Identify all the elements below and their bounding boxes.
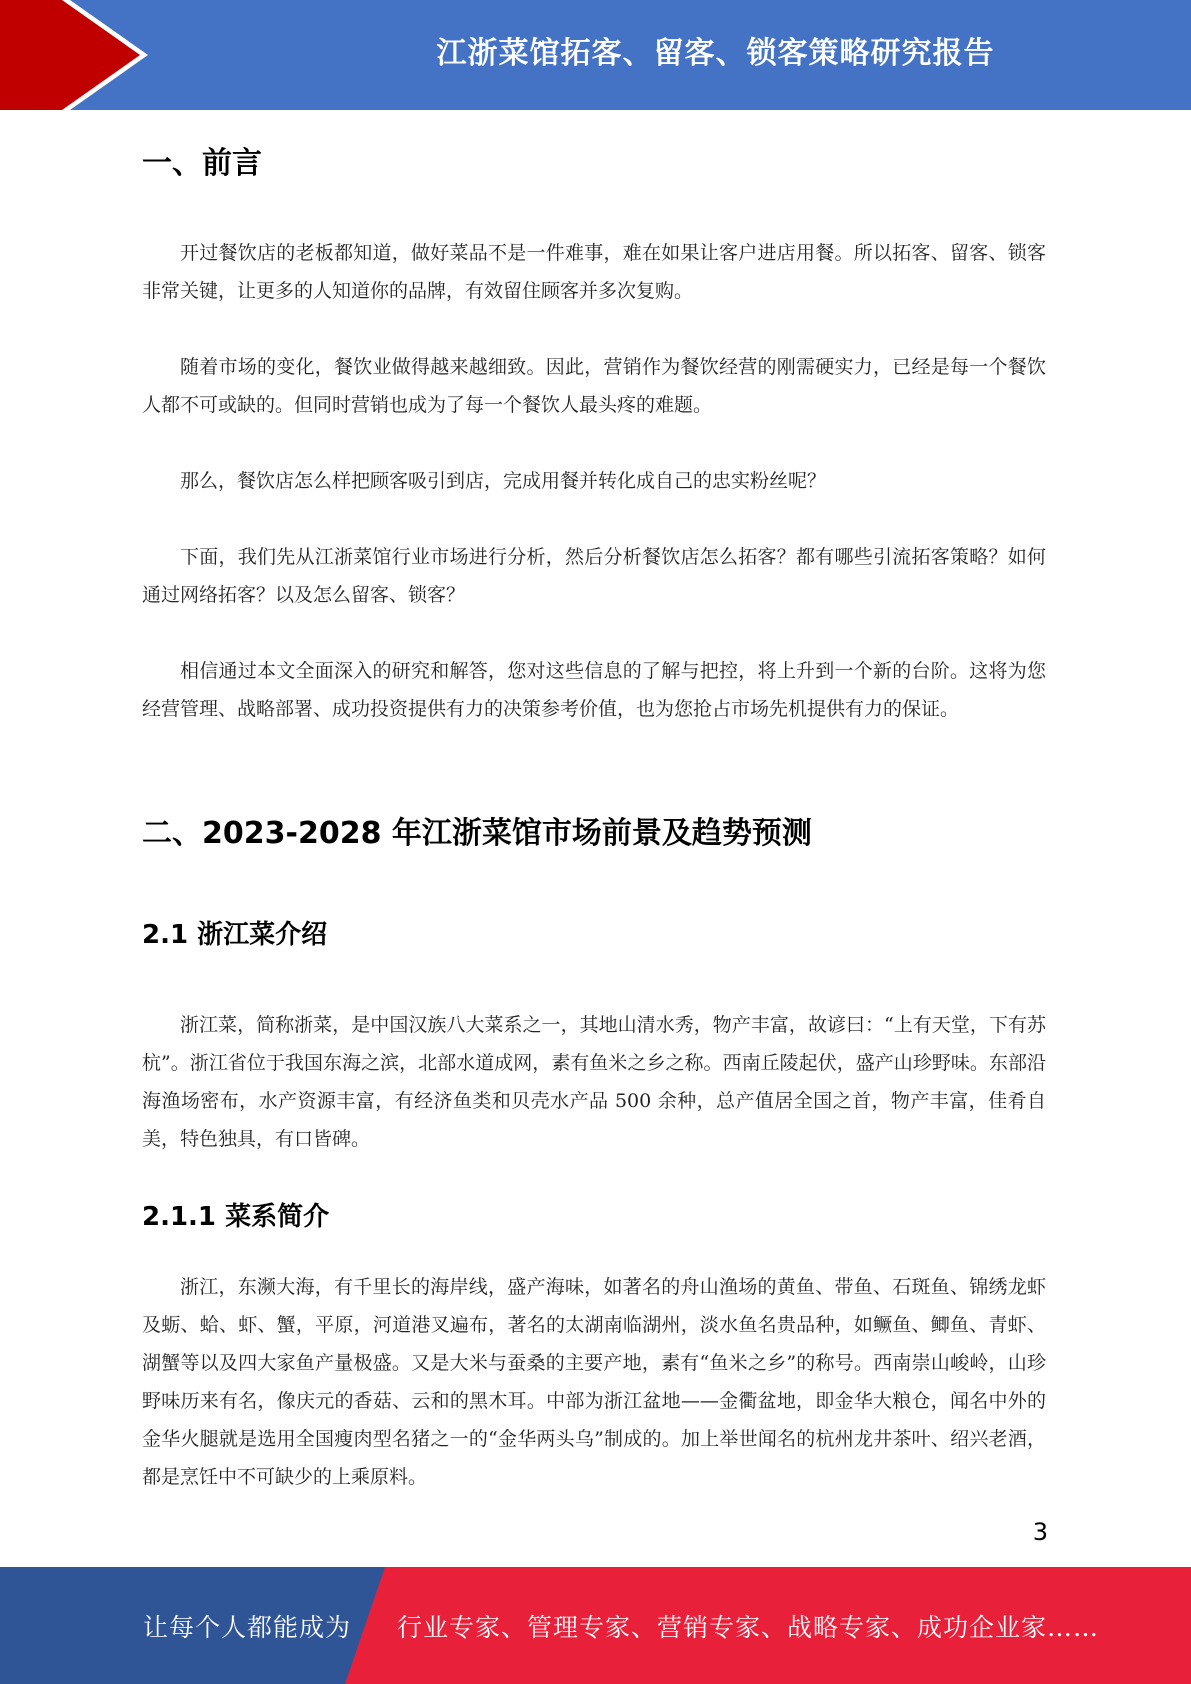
paragraph-cuisine-intro: 浙江，东濒大海，有千里长的海岸线，盛产海味，如著名的舟山渔场的黄鱼、带鱼、石斑鱼、锦绣龙虾及蛎、蛤、虾、蟹，平原，河道港叉遍布，著名的太湖南临湖州，淡水鱼名贵品种，如鳜鱼、鲫鱼、青虾、湖蟹等以及四大家鱼产量极盛。又是大米与蚕桑的主要产地，素有“鱼米之乡”的称号。西南崇山峻岭，山珍野味历来有名，像庆元的香菇、云和的黑木耳。中部为浙江盆地——金衢盆地，即金华大粮仓，闻名中外的金华火腿就是选用全国瘦肉型名猪之一的“金华两头乌”制成的。加上举世闻名的杭州龙井茶叶、绍兴老酒，都是烹饪中不可缺少的上乘原料。 [142, 1276, 1046, 1488]
section-2-heading: 二、2023-2028 年江浙菜馆市场前景及趋势预测 [142, 816, 812, 851]
section-2-1-heading: 2.1 浙江菜介绍 [142, 920, 328, 950]
paragraph-intro-5: 相信通过本文全面深入的研究和解答，您对这些信息的了解与把控，将上升到一个新的台阶。这将为您经营管理、战略部署、成功投资提供有力的决策参考价值，也为您抢占市场先机提供有力的保证。 [142, 660, 1046, 720]
footer-slogan-left: 让每个人都能成为 [143, 1612, 352, 1642]
section-1-heading: 一、前言 [142, 146, 262, 181]
paragraph-intro-3: 那么，餐饮店怎么样把顾客吸引到店，完成用餐并转化成自己的忠实粉丝呢？ [180, 470, 827, 492]
footer-slogan-right: 行业专家、管理专家、营销专家、战略专家、成功企业家…… [397, 1612, 1100, 1642]
paragraph-intro-2: 随着市场的变化，餐饮业做得越来越细致。因此，营销作为餐饮经营的刚需硬实力，已经是每一个餐饮人都不可或缺的。但同时营销也成为了每一个餐饮人最头疼的难题。 [142, 356, 1046, 416]
paragraph-intro-4: 下面，我们先从江浙菜馆行业市场进行分析，然后分析餐饮店怎么拓客？都有哪些引流拓客策略？如何通过网络拓客？以及怎么留客、锁客？ [142, 546, 1046, 606]
page-number: 3 [1032, 1518, 1048, 1546]
header-band [0, 0, 1191, 110]
section-2-1-1-heading: 2.1.1 菜系简介 [142, 1202, 330, 1232]
paragraph-intro-1: 开过餐饮店的老板都知道，做好菜品不是一件难事，难在如果让客户进店用餐。所以拓客、留客、锁客非常关键，让更多的人知道你的品牌，有效留住顾客并多次复购。 [142, 242, 1046, 302]
footer-band [0, 1567, 1191, 1684]
paragraph-zhejiang-cuisine: 浙江菜，简称浙菜，是中国汉族八大菜系之一，其地山清水秀，物产丰富，故谚曰：“上有天堂，下有苏杭”。浙江省位于我国东海之滨，北部水道成网，素有鱼米之乡之称。西南丘陵起伏，盛产山珍野味。东部沿海渔场密布，水产资源丰富，有经济鱼类和贝壳水产品 500 余种，总产值居全国之首，物产丰富，佳肴自美，特色独具，有口皆碑。 [142, 1014, 1046, 1150]
header-chevron-decoration [0, 0, 160, 110]
report-title: 江浙菜馆拓客、留客、锁客策略研究报告 [436, 36, 995, 71]
